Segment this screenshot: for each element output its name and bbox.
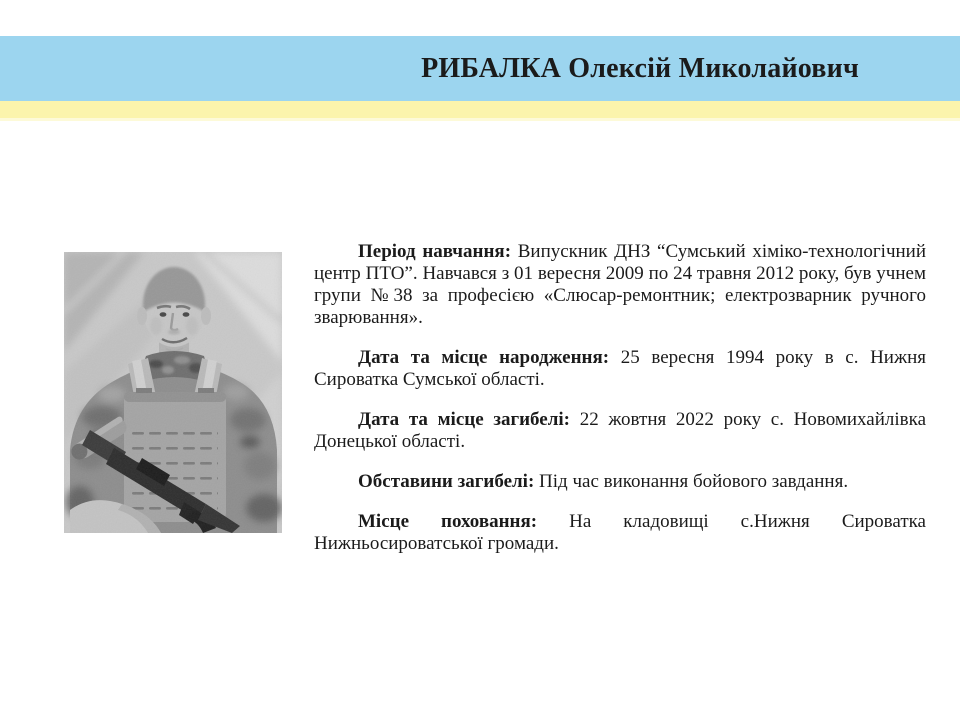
film-grain-overlay	[64, 252, 282, 533]
section-birth	[314, 347, 926, 391]
section-text: Випускник ДНЗ “Сумський хіміко-технологічний центр ПТО”. Навчався з 01 вересня 2009 по 24 травня 2012 року, був учнем групи №38 за професією «Слюсар-ремонтник; електрозварник ручного зварювання».	[314, 241, 927, 328]
section-label: Дата та місце народження:	[358, 347, 610, 368]
section-text: На кладовищі с.Нижня Сироватка Нижньосироватської громади.	[314, 511, 926, 554]
header-blue-band	[0, 36, 960, 101]
page-title: РИБАЛКА Олексій Миколайович	[421, 52, 859, 84]
section-label: Місце поховання:	[358, 511, 538, 532]
section-text: 22 жовтня 2022 року с. Новомихайлівка Донецької області.	[314, 409, 927, 452]
section-label: Період навчання:	[358, 241, 512, 262]
section-label: Дата та місце загибелі:	[358, 409, 570, 430]
section-death	[314, 409, 926, 453]
section-text: Під час виконання бойового завдання.	[539, 471, 849, 492]
soldier-portrait-illustration	[64, 252, 282, 533]
flag-yellow-stripe-fade	[0, 118, 960, 121]
section-circumstances	[314, 471, 926, 493]
section-text: 25 вересня 1994 року в с. Нижня Сироватка Сумської області.	[314, 347, 926, 390]
section-burial	[314, 511, 926, 555]
flag-yellow-stripe	[0, 101, 960, 118]
biography-text	[314, 241, 926, 573]
section-period-of-study	[314, 241, 926, 329]
section-label: Обставини загибелі:	[358, 471, 535, 492]
portrait-photo	[64, 252, 282, 533]
